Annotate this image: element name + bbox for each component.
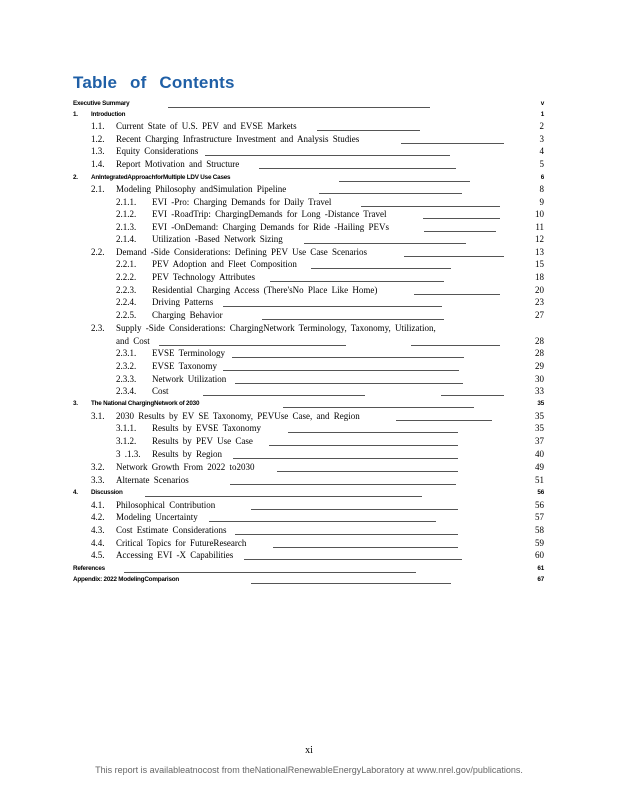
toc-entry-title[interactable]: and Cost — [116, 336, 150, 346]
dot-leader — [235, 383, 463, 384]
toc-entry-title[interactable]: Network Growth From 2022 to2030 — [116, 462, 255, 472]
toc-entry-page[interactable]: 35 — [535, 411, 544, 421]
toc-entry[interactable] — [0, 449, 618, 462]
dot-leader — [277, 471, 458, 472]
dot-leader — [251, 583, 451, 584]
toc-entry-number: 1.3. — [91, 146, 105, 156]
toc-entry-page[interactable]: 13 — [535, 247, 544, 257]
dot-leader — [270, 281, 444, 282]
toc-entry-title[interactable]: Recent Charging Infrastructure Investment and Analysis Studies — [116, 134, 360, 144]
dot-leader — [361, 206, 500, 207]
toc-entry-number: 3.2. — [91, 462, 105, 472]
toc-title: Table of Contents — [73, 73, 235, 92]
toc-entry[interactable] — [0, 525, 618, 538]
toc-entry-title[interactable]: EVI -RoadTrip: ChargingDemands for Long -Distance Travel — [152, 209, 387, 219]
toc-entry-number: 1.4. — [91, 159, 105, 169]
toc-entry-number: 4.2. — [91, 512, 105, 522]
toc-entry-page[interactable]: 28 — [535, 336, 544, 346]
dot-leader — [124, 572, 416, 573]
toc-entry-number: 2.1.3. — [116, 222, 137, 232]
toc-entry-page[interactable]: 56 — [537, 489, 544, 496]
toc-entry-page[interactable]: 10 — [535, 209, 544, 219]
toc-entry[interactable] — [0, 574, 618, 587]
toc-entry[interactable] — [0, 323, 618, 336]
toc-entry-number: 1. — [73, 111, 78, 118]
dot-leader — [232, 357, 464, 358]
dot-leader — [404, 256, 504, 257]
toc-entry-page[interactable]: 57 — [535, 512, 544, 522]
toc-entry-number: 4.4. — [91, 538, 105, 548]
toc-entry-page[interactable]: 23 — [535, 297, 544, 307]
toc-entry-page[interactable]: 58 — [535, 525, 544, 535]
dot-leader — [423, 218, 500, 219]
toc-entry-page[interactable]: 59 — [535, 538, 544, 548]
toc-entry[interactable] — [0, 423, 618, 436]
toc-entry-title[interactable]: Modeling Uncertainty — [116, 512, 198, 522]
toc-entry[interactable] — [0, 398, 618, 411]
availability-note: This report is availableatnocost from theNationalRenewableEnergyLaboratory at www.nrel.gov/publications. — [95, 765, 523, 775]
dot-leader — [230, 484, 456, 485]
dot-leader — [288, 432, 458, 433]
toc-entry-title[interactable]: Results by Region — [152, 449, 223, 459]
toc-entry-title[interactable]: 2030 Results by EV SE Taxonomy, PEVUse Case, and Region — [116, 411, 360, 421]
toc-entry-page[interactable]: 35 — [537, 400, 544, 407]
toc-entry-title[interactable]: Discussion — [91, 489, 123, 496]
dot-leader — [401, 143, 504, 144]
dot-leader — [223, 370, 459, 371]
toc-entry-page[interactable]: 37 — [535, 436, 544, 446]
toc-entry[interactable] — [0, 436, 618, 449]
dot-leader — [244, 559, 462, 560]
toc-entry-title[interactable]: EVI -Pro: Charging Demands for Daily Travel — [152, 197, 332, 207]
toc-entry-title[interactable]: Accessing EVI -X Capabilities — [116, 550, 234, 560]
toc-entry-number: 2.2. — [91, 247, 105, 257]
toc-entry-title[interactable]: PEV Technology Attributes — [152, 272, 256, 282]
toc-entry-number: 2.1.1. — [116, 197, 137, 207]
toc-entry-title[interactable]: Philosophical Contribution — [116, 500, 216, 510]
toc-entry-number: 4.1. — [91, 500, 105, 510]
toc-entry-number: 2.1.4. — [116, 234, 137, 244]
toc-entry-title[interactable]: Critical Topics for FutureResearch — [116, 538, 247, 548]
toc-entry-number: 3 .1.3. — [116, 449, 141, 459]
toc-entry-number: 1.2. — [91, 134, 105, 144]
dot-leader — [145, 496, 422, 497]
dot-leader — [259, 168, 456, 169]
toc-entry-number: 2.1. — [91, 184, 105, 194]
toc-entry[interactable] — [0, 209, 618, 222]
dot-leader — [411, 345, 500, 346]
toc-entry-number: 4.3. — [91, 525, 105, 535]
toc-entry-page[interactable]: 56 — [535, 500, 544, 510]
toc-entry[interactable] — [0, 146, 618, 159]
page-number: xi — [305, 745, 313, 756]
toc-entry-title[interactable]: Alternate Scenarios — [116, 475, 189, 485]
dot-leader — [311, 268, 451, 269]
toc-entry[interactable] — [0, 184, 618, 197]
toc-entry[interactable] — [0, 512, 618, 525]
toc-entry-page[interactable]: v — [540, 100, 544, 107]
toc-entry-page[interactable]: 61 — [537, 565, 544, 572]
dot-leader — [269, 445, 458, 446]
toc-entry[interactable] — [0, 348, 618, 361]
toc-entry-page[interactable]: 4 — [539, 146, 544, 156]
toc-entry-number: 2.2.4. — [116, 297, 137, 307]
dot-leader — [441, 395, 504, 396]
toc-entry-page[interactable]: 49 — [535, 462, 544, 472]
toc-entry-page[interactable]: 9 — [539, 197, 544, 207]
toc-entry-title[interactable]: Cost — [152, 386, 169, 396]
toc-entry-number: 4.5. — [91, 550, 105, 560]
toc-entry[interactable] — [0, 297, 618, 310]
toc-entry-title[interactable]: References — [73, 565, 105, 572]
toc-entry-page[interactable]: 18 — [535, 272, 544, 282]
toc-entry-title[interactable]: Results by PEV Use Case — [152, 436, 253, 446]
toc-entry-number: 2.3.1. — [116, 348, 137, 358]
toc-entry-title[interactable]: PEV Adoption and Fleet Composition — [152, 259, 297, 269]
toc-entry-title[interactable]: Results by EVSE Taxonomy — [152, 423, 261, 433]
dot-leader — [233, 458, 458, 459]
toc-entry-page[interactable]: 20 — [535, 285, 544, 295]
toc-entry-number: 2.2.5. — [116, 310, 137, 320]
dot-leader — [339, 181, 470, 182]
toc-entry-title[interactable]: Current State of U.S. PEV and EVSE Markets — [116, 121, 297, 131]
toc-entry-title[interactable]: Network Utilization — [152, 374, 227, 384]
toc-entry[interactable] — [0, 550, 618, 563]
toc-entry-page[interactable]: 5 — [539, 159, 544, 169]
toc-entry-page[interactable]: 60 — [535, 550, 544, 560]
dot-leader — [209, 521, 436, 522]
toc-entry[interactable] — [0, 487, 618, 500]
toc-entry[interactable] — [0, 121, 618, 134]
toc-entry-number: 2.1.2. — [116, 209, 137, 219]
toc-entry-page[interactable]: 27 — [535, 310, 544, 320]
toc-entry-page[interactable]: 2 — [539, 121, 544, 131]
dot-leader — [262, 319, 444, 320]
toc-entry-title[interactable]: EVSE Taxonomy — [152, 361, 217, 371]
toc-entry-title[interactable]: Residential Charging Access (There'sNo Place Like Home) — [152, 285, 378, 295]
dot-leader — [414, 294, 500, 295]
toc-entry[interactable] — [0, 310, 618, 323]
dot-leader — [205, 155, 450, 156]
toc-entry-page[interactable]: 28 — [535, 348, 544, 358]
toc-entry-number: 2.3.2. — [116, 361, 137, 371]
toc-entry-number: 3.1.1. — [116, 423, 137, 433]
toc-entry-page[interactable]: 1 — [540, 111, 544, 118]
toc-entry-title[interactable]: Charging Behavior — [152, 310, 223, 320]
toc-entry-title[interactable]: Supply -Side Considerations: ChargingNetwork Terminology, Taxonomy, Utilization, — [116, 323, 436, 333]
toc-entry-number: 4. — [73, 489, 78, 496]
toc-entry[interactable] — [0, 234, 618, 247]
toc-entry-title[interactable]: Modeling Philosophy andSimulation Pipeline — [116, 184, 287, 194]
toc-entry-title[interactable]: Demand -Side Considerations: Defining PEV Use Case Scenarios — [116, 247, 368, 257]
toc-entry-page[interactable]: 3 — [539, 134, 544, 144]
toc-entry-number: 2.2.3. — [116, 285, 137, 295]
toc-entry-title[interactable]: Driving Patterns — [152, 297, 214, 307]
dot-leader — [424, 231, 496, 232]
toc-entry-page[interactable]: 29 — [535, 361, 544, 371]
toc-entry-page[interactable]: 33 — [535, 386, 544, 396]
toc-entry-page[interactable]: 35 — [535, 423, 544, 433]
toc-entry-page[interactable]: 12 — [535, 234, 544, 244]
toc-entry-number: 3. — [73, 400, 78, 407]
toc-entry-title[interactable]: EVI -OnDemand: Charging Demands for Ride -Hailing PEVs — [152, 222, 390, 232]
dot-leader — [273, 547, 458, 548]
toc-entry-title[interactable]: EVSE Terminology — [152, 348, 225, 358]
dot-leader — [304, 243, 466, 244]
toc-entry-number: 3.1.2. — [116, 436, 137, 446]
toc-entry[interactable] — [0, 259, 618, 272]
toc-entry-number: 2.3.4. — [116, 386, 137, 396]
toc-entry-number: 2. — [73, 174, 78, 181]
toc-entry[interactable] — [0, 272, 618, 285]
toc-entry-page[interactable]: 8 — [539, 184, 544, 194]
toc-entry-number: 2.2.2. — [116, 272, 137, 282]
toc-entry-number: 2.3. — [91, 323, 105, 333]
toc-entry-page[interactable]: 6 — [540, 174, 544, 181]
toc-entry-title[interactable]: Executive Summary — [73, 100, 130, 107]
toc-entry-page[interactable]: 11 — [535, 222, 544, 232]
toc-entry-title[interactable]: Introduction — [91, 111, 126, 118]
toc-entry-title[interactable]: Cost Estimate Considerations — [116, 525, 227, 535]
toc-entry-number: 2.2.1. — [116, 259, 137, 269]
toc-entry[interactable] — [0, 159, 618, 172]
dot-leader — [159, 345, 346, 346]
dot-leader — [223, 306, 442, 307]
dot-leader — [317, 130, 420, 131]
toc-entry-number: 1.1. — [91, 121, 105, 131]
dot-leader — [235, 534, 458, 535]
dot-leader — [319, 193, 462, 194]
toc-entry-page[interactable]: 40 — [535, 449, 544, 459]
dot-leader — [251, 509, 458, 510]
toc-entry-page[interactable]: 15 — [535, 259, 544, 269]
toc-entry-number: 3.3. — [91, 475, 105, 485]
dot-leader — [396, 420, 492, 421]
toc-entry-page[interactable]: 67 — [537, 576, 544, 583]
toc-entry-number: 2.3.3. — [116, 374, 137, 384]
dot-leader — [203, 395, 365, 396]
toc-entry-title[interactable]: Utilization -Based Network Sizing — [152, 234, 283, 244]
toc-entry-title[interactable]: Report Motivation and Structure — [116, 159, 240, 169]
toc-entry-number: 3.1. — [91, 411, 105, 421]
toc-entry-page[interactable]: 51 — [535, 475, 544, 485]
toc-entry-page[interactable]: 30 — [535, 374, 544, 384]
toc-entry-title[interactable]: AnIntegratedApproachforMultiple LDV Use Cases — [91, 174, 231, 181]
toc-entry[interactable] — [0, 361, 618, 374]
dot-leader — [168, 107, 430, 108]
dot-leader — [283, 407, 474, 408]
toc-entry-title[interactable]: Appendix: 2022 ModelingComparison — [73, 576, 180, 583]
toc-entry-title[interactable]: The National ChargingNetwork of 2030 — [91, 400, 200, 407]
toc-entry-title[interactable]: Equity Considerations — [116, 146, 199, 156]
toc-entry[interactable] — [0, 462, 618, 475]
